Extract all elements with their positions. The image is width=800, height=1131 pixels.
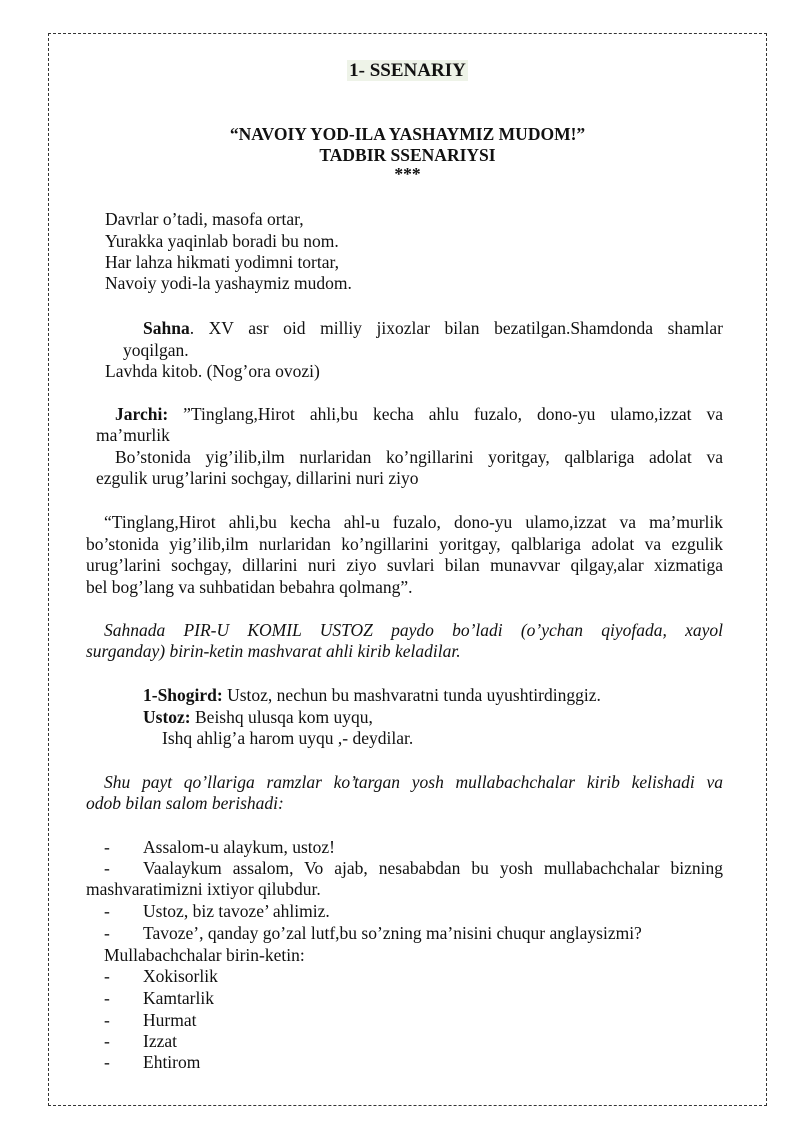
stars-divider: ***: [394, 164, 421, 184]
shogird-label: 1-Shogird:: [143, 685, 223, 705]
stage-direction: odob bilan salom berishadi:: [86, 793, 284, 813]
dash-bullet: -: [104, 988, 110, 1008]
poem-line: Navoiy yodi-la yashaymiz mudom.: [105, 273, 352, 293]
jarchi-line: ma’murlik: [96, 425, 170, 445]
shogird-line: 1-Shogird: Ustoz, nechun bu mashvaratni tunda uyushtirdinggiz.: [143, 685, 601, 705]
dash-bullet: -: [104, 1052, 110, 1072]
dialogue-line: Mullabachchalar birin-ketin:: [104, 945, 305, 965]
jarchi-label: Jarchi:: [115, 404, 169, 424]
sahna-paragraph: Sahna. XV asr oid milliy jixozlar bilan bezatilgan.Shamdonda shamlar: [143, 318, 723, 338]
sahna-line: Lavhda kitob. (Nog’ora ovozi): [105, 361, 320, 381]
ustoz-line: Ishq ahlig’a harom uyqu ,- deydilar.: [162, 728, 414, 748]
list-item: Xokisorlik: [143, 966, 218, 986]
stage-direction: Shu payt qo’llariga ramzlar ko’targan yosh mullabachchalar kirib kelishadi va: [104, 772, 723, 792]
list-item: Hurmat: [143, 1010, 197, 1030]
list-item: Izzat: [143, 1031, 177, 1051]
dash-bullet: -: [104, 923, 110, 943]
jarchi-line: Bo’stonida yig’ilib,ilm nurlaridan ko’ngillarini yoritgay, qalblariga adolat va: [115, 447, 723, 467]
dialogue-line: Ustoz, biz tavoze’ ahlimiz.: [143, 901, 330, 921]
dash-bullet: -: [104, 1010, 110, 1030]
quote-line: “Tinglang,Hirot ahli,bu kecha ahl-u fuzalo, dono-yu ulamo,izzat va ma’murlik: [104, 512, 723, 532]
heading: 1- SSENARIY: [349, 60, 466, 81]
quote-line: bo’stonida yig’ilib,ilm nurlaridan ko’ngillarini yoritgay, qalblariga adolat va ezgulik: [86, 534, 723, 554]
jarchi-line: ezgulik urug’larini sochgay, dillarini nuri ziyo: [96, 468, 419, 488]
poem-line: Har lahza hikmati yodimni tortar,: [105, 252, 340, 272]
list-item: Ehtirom: [143, 1052, 201, 1072]
dialogue-line: Assalom-u alaykum, ustoz!: [143, 837, 335, 857]
event-title: “NAVOIY YOD-ILA YASHAYMIZ MUDOM!”: [229, 124, 586, 144]
dash-bullet: -: [104, 1031, 110, 1051]
dash-bullet: -: [104, 901, 110, 921]
dash-bullet: -: [104, 858, 110, 878]
ustoz-label: Ustoz:: [143, 707, 191, 727]
quote-line: bel bog’lang va suhbatidan bebahra qolmang”.: [86, 577, 413, 597]
quote-line: urug’larini sochgay, dillarini nuri ziyo suvlari bilan munavvar qilgay,alar xizmatiga: [86, 555, 723, 575]
poem-line: Davrlar o’tadi, masofa ortar,: [105, 209, 304, 229]
dialogue-line: mashvaratimizni ixtiyor qilubdur.: [86, 879, 321, 899]
dialogue-line: Vaalaykum assalom, Vo ajab, nesababdan bu yosh mullabachchalar bizning: [143, 858, 723, 878]
stage-direction: Sahnada PIR-U KOMIL USTOZ paydo bo’ladi (o’ychan qiyofada, xayol: [104, 620, 723, 640]
jarchi-paragraph: Jarchi: ”Tinglang,Hirot ahli,bu kecha ahlu fuzalo, dono-yu ulamo,izzat va: [115, 404, 723, 424]
ustoz-line: Ustoz: Beishq ulusqa kom uyqu,: [143, 707, 373, 727]
sahna-label: Sahna: [143, 318, 190, 338]
dialogue-line: Tavoze’, qanday go’zal lutf,bu so’zning ma’nisini chuqur anglaysizmi?: [143, 923, 642, 943]
list-item: Kamtarlik: [143, 988, 214, 1008]
event-subtitle: TADBIR SSENARIYSI: [319, 145, 496, 165]
dash-bullet: -: [104, 966, 110, 986]
poem-line: Yurakka yaqinlab boradi bu nom.: [105, 231, 339, 251]
stage-direction: surganday) birin-ketin mashvarat ahli kirib keladilar.: [86, 641, 461, 661]
sahna-line: yoqilgan.: [123, 340, 189, 360]
dash-bullet: -: [104, 837, 110, 857]
